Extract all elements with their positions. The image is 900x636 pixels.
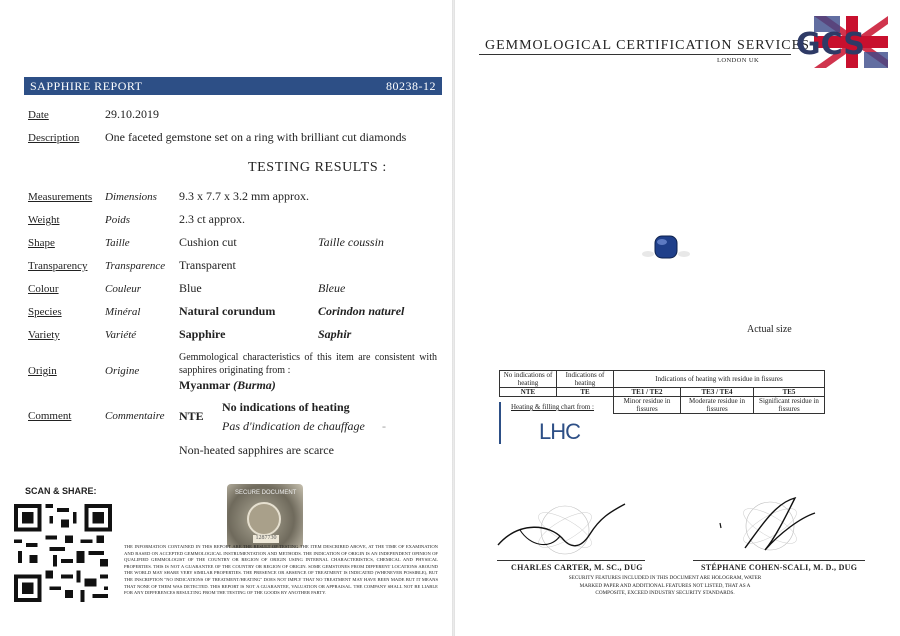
origin-label: Origin <box>28 365 57 377</box>
colour-value-fr: Bleue <box>318 281 346 295</box>
report-header-bar <box>24 77 442 95</box>
species-label-fr: Minéral <box>105 306 141 318</box>
variety-label-fr: Variété <box>105 329 137 341</box>
hologram-number: 1287730 <box>253 535 279 543</box>
species-value-fr: Corindon naturel <box>318 304 405 318</box>
security-features-note: SECURITY FEATURES INCLUDED IN THIS DOCUMENT ARE HOLOGRAM, WATER MARKED PAPER AND ADDITIONAL FEATURES NOT LISTED, THAT AS A COMPOSITE, EXCEED INDUSTRY SECURITY STANDARDS. <box>568 575 762 597</box>
signatory-name-carter: CHARLES CARTER, M. SC., DUG <box>511 563 643 572</box>
report-right-page <box>455 0 900 636</box>
colour-value: Blue <box>179 281 202 295</box>
scan-share-label: SCAN & SHARE: <box>25 486 97 496</box>
comment-dash: - <box>382 419 386 433</box>
report-number: 80238-12 <box>386 79 436 93</box>
heat-header-no-indication: No indications of heating <box>500 371 557 388</box>
heat-code-te3-te4: TE3 / TE4 <box>681 388 754 397</box>
origin-label-fr: Origine <box>105 365 140 377</box>
shape-label: Shape <box>28 237 55 249</box>
transparency-value: Transparent <box>179 258 236 272</box>
origin-value: Myanmar (Burma) <box>179 378 276 392</box>
variety-value: Sapphire <box>179 327 226 341</box>
signature-cohen-scali <box>705 488 845 560</box>
comment-value: No indications of heating <box>222 400 350 414</box>
heat-code-te5: TE5 <box>754 388 825 397</box>
hologram-seal <box>227 484 303 548</box>
species-label: Species <box>28 306 62 318</box>
heat-code-nte: NTE <box>500 388 557 397</box>
origin-value-paren: (Burma) <box>233 378 276 392</box>
comment-label: Comment <box>28 410 72 422</box>
weight-label-fr: Poids <box>105 214 131 226</box>
date-label: Date <box>28 109 49 121</box>
logo-text: GCS <box>796 27 865 62</box>
org-location: LONDON UK <box>717 57 760 64</box>
signature-line-carter <box>497 560 645 561</box>
heating-chart-link[interactable]: Heating & filling chart from : <box>511 403 595 411</box>
transparency-label-fr: Transparence <box>105 260 166 272</box>
heat-header-indication: Indications of heating <box>557 371 614 388</box>
scarcity-note: Non-heated sapphires are scarce <box>179 443 334 457</box>
origin-text: Gemmological characteristics of this item are consistent with sapphires originating from : <box>179 352 437 376</box>
hologram-circle <box>247 502 281 536</box>
signatory-name-cohen-scali: STÉPHANE COHEN-SCALI, M. D., DUG <box>701 563 858 572</box>
measurements-label: Measurements <box>28 191 93 203</box>
shape-label-fr: Taille <box>105 237 130 249</box>
measurements-label-fr: Dimensions <box>105 191 157 203</box>
weight-value: 2.3 ct approx. <box>179 212 245 226</box>
report-title: SAPPHIRE REPORT <box>30 79 143 93</box>
species-value: Natural corundum <box>179 304 276 318</box>
heat-residue-minor: Minor residue in fissures <box>614 397 681 414</box>
lhc-logo: LHC <box>539 419 581 444</box>
description-label: Description <box>28 132 80 144</box>
heat-header-residue: Indications of heating with residue in fissures <box>614 371 825 388</box>
weight-label: Weight <box>28 214 60 226</box>
heat-residue-moderate: Moderate residue in fissures <box>681 397 754 414</box>
gemstone-ring-image <box>640 228 692 268</box>
heat-chart-bar <box>499 402 501 444</box>
shape-value: Cushion cut <box>179 235 237 249</box>
gcs-flag-logo <box>794 16 888 68</box>
actual-size-label: Actual size <box>747 324 792 335</box>
colour-label: Colour <box>28 283 59 295</box>
heat-code-te1-te2: TE1 / TE2 <box>614 388 681 397</box>
heat-code-te: TE <box>557 388 614 397</box>
description-value: One faceted gemstone set on a ring with brilliant cut diamonds <box>105 130 407 144</box>
transparency-label: Transparency <box>28 260 88 272</box>
comment-code: NTE <box>179 409 204 423</box>
variety-label: Variety <box>28 329 60 341</box>
comment-label-fr: Commentaire <box>105 410 165 422</box>
signature-line-cohen-scali <box>693 560 865 561</box>
colour-label-fr: Couleur <box>105 283 142 295</box>
org-name: GEMMOLOGICAL CERTIFICATION SERVICES <box>485 38 810 53</box>
signature-carter <box>490 490 640 560</box>
hologram-text: SECURE DOCUMENT <box>235 490 297 496</box>
comment-value-fr: Pas d'indication de chauffage <box>222 419 365 433</box>
heat-residue-significant: Significant residue in fissures <box>754 397 825 414</box>
disclaimer-text: THE INFORMATION CONTAINED IN THIS REPORT ARE THE RESULT OF TESTING THE ITEM DESCRIBED ABOVE, AT THE TIME OF EXAMINATION AND BASED ON ACCEPTED GEMMOLOGICAL INSTRUMENTATION AND METHODS. THE INDICATION OF ORIGIN IS AN INDEPENDENT OPINION OF QUALIFIED GEMMOLOGIST OF THE COUNTRY OR REGION OF ORIGIN USING INTERNAL CHARACTERISTICS, CHEMICAL AND PHYSICAL PROPERTIES. THIS IS NOT A GUARANTEE OF THE COUNTRY OR REGION OF ORIGIN. SOME GEMSTONES FROM DIFFERENT LOCATIONS AROUND THE WORLD MAY SHARE VERY SIMILAR PROPERTIES. THE PRESENCE OR ABSENCE OF TREATMENT IS INDICATED (WHENEVER POSSIBLE), BUT THE INSCRIPTION "NO INDICATIONS OF TREATMENT/HEATING" DOES NOT IMPLY THAT NO TREATMENT MAY HAVE BEEN MADE BUT IT MEANS THAT NONE OF THEM WAS DETECTED. THIS REPORT IS NOT A GUARANTEE, VALUATION OR APPRAISAL. THE COMPANY SHALL NOT BE LIABLE FOR ANY DIFFERENCES RESULTING FROM THE TESTING OF THE GOODS BY ANOTHER PARTY. <box>124 544 438 596</box>
shape-value-fr: Taille coussin <box>318 235 384 249</box>
measurements-value: 9.3 x 7.7 x 3.2 mm approx. <box>179 189 309 203</box>
org-underline <box>479 54 791 55</box>
date-value: 29.10.2019 <box>105 107 159 121</box>
testing-results-heading: TESTING RESULTS : <box>248 160 387 175</box>
qr-code[interactable] <box>14 504 112 602</box>
variety-value-fr: Saphir <box>318 327 352 341</box>
